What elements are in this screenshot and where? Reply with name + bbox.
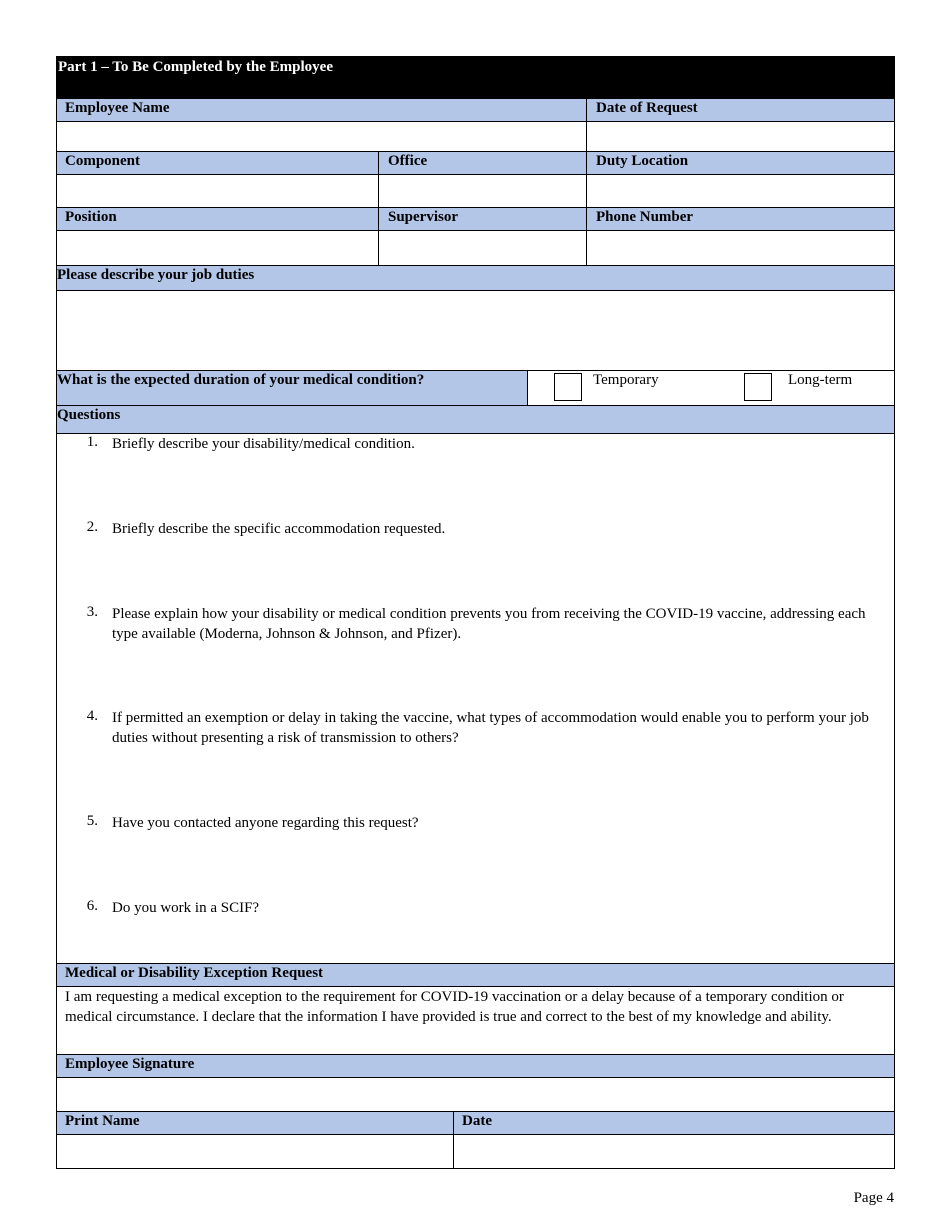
employee-name-field[interactable] <box>57 122 586 151</box>
employee-signature-field[interactable] <box>57 1078 894 1111</box>
page-number: Page 4 <box>853 1190 894 1206</box>
date-label-cell <box>454 1112 894 1135</box>
divider <box>527 371 528 405</box>
exception-heading: Medical or Disability Exception Request <box>65 965 324 981</box>
question-text: Do you work in a SCIF? <box>112 900 260 916</box>
employee-signature-label-cell <box>57 1055 894 1078</box>
date-field[interactable] <box>454 1135 894 1169</box>
questions-label-cell <box>57 406 894 434</box>
date-label: Date <box>462 1113 492 1129</box>
duty-location-label-cell <box>587 152 894 175</box>
question-number: 1. <box>86 434 98 450</box>
divider <box>586 99 587 151</box>
question-number: 5. <box>86 813 98 829</box>
exception-heading-cell <box>57 964 894 987</box>
duration-question-label: What is the expected duration of your medical condition? <box>57 372 425 388</box>
position-label-cell <box>57 208 378 231</box>
question-number: 6. <box>86 898 98 914</box>
office-field[interactable] <box>379 175 586 207</box>
component-label: Component <box>65 153 141 169</box>
supervisor-label-cell <box>379 208 586 231</box>
component-field[interactable] <box>57 175 378 207</box>
question-text: Please explain how your disability or medical condition prevents you from receiving the COVID-19 vaccine, addressing each type available (Moderna, Johnson & Johnson, and Pfizer). <box>112 606 866 642</box>
supervisor-label: Supervisor <box>388 209 459 225</box>
phone-number-field[interactable] <box>587 231 894 265</box>
job-duties-label: Please describe your job duties <box>57 267 255 283</box>
position-field[interactable] <box>57 231 378 265</box>
date-of-request-label: Date of Request <box>596 100 698 116</box>
date-of-request-field[interactable] <box>587 122 894 151</box>
job-duties-field[interactable] <box>57 291 894 370</box>
exception-statement: I am requesting a medical exception to the requirement for COVID-19 vaccination or a delay because of a temporary condition or medical circumstance. I declare that the information I have provided is true and correct to the best of my knowledge and ability. <box>65 989 844 1025</box>
job-duties-label-cell <box>57 266 894 291</box>
duty-location-field[interactable] <box>587 175 894 207</box>
duration-question-cell <box>57 371 527 405</box>
question-2-answer[interactable] <box>112 541 882 601</box>
question-3-answer[interactable] <box>112 646 882 706</box>
supervisor-field[interactable] <box>379 231 586 265</box>
print-name-label-cell <box>57 1112 453 1135</box>
question-number: 4. <box>86 708 98 724</box>
print-name-field[interactable] <box>57 1135 453 1169</box>
phone-number-label-cell <box>587 208 894 231</box>
part-header <box>56 56 895 99</box>
part-header-text: Part 1 – To Be Completed by the Employee <box>58 59 333 75</box>
phone-number-label: Phone Number <box>596 209 694 225</box>
question-5-answer[interactable] <box>112 835 882 895</box>
duty-location-label: Duty Location <box>596 153 689 169</box>
question-6-answer[interactable] <box>112 920 882 960</box>
question-number: 3. <box>86 604 98 620</box>
component-label-cell <box>57 152 378 175</box>
question-text: Have you contacted anyone regarding this request? <box>112 815 419 831</box>
long-term-label: Long-term <box>788 372 853 388</box>
question-text: If permitted an exemption or delay in taking the vaccine, what types of accommodation would enable you to perform your job duties without presenting a risk of transmission to others? <box>112 710 869 746</box>
date-of-request-label-cell <box>587 99 894 122</box>
temporary-checkbox[interactable] <box>554 373 582 401</box>
question-text: Briefly describe your disability/medical condition. <box>112 436 415 452</box>
office-label-cell <box>379 152 586 175</box>
question-number: 2. <box>86 519 98 535</box>
long-term-checkbox[interactable] <box>744 373 772 401</box>
print-name-label: Print Name <box>65 1113 140 1129</box>
office-label: Office <box>388 153 428 169</box>
employee-name-label-cell <box>57 99 586 122</box>
questions-label: Questions <box>57 407 121 423</box>
temporary-label: Temporary <box>593 372 659 388</box>
question-1-answer[interactable] <box>112 456 882 516</box>
question-4-answer[interactable] <box>112 750 882 810</box>
employee-name-label: Employee Name <box>65 100 170 116</box>
employee-signature-label: Employee Signature <box>65 1056 195 1072</box>
position-label: Position <box>65 209 117 225</box>
question-text: Briefly describe the specific accommodation requested. <box>112 521 446 537</box>
